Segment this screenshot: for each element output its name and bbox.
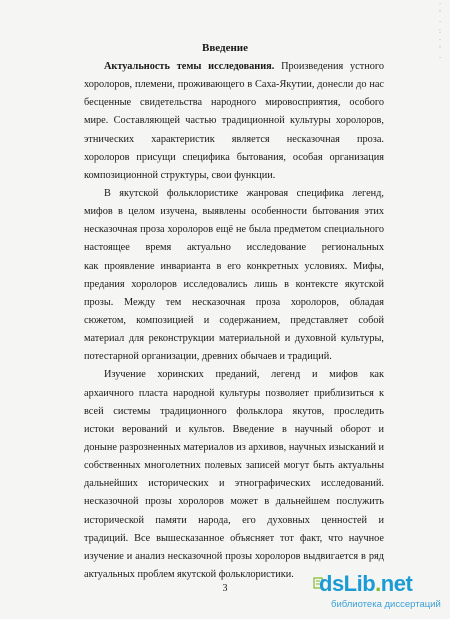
text-run: этнических характеристик является несказочная проза. — [84, 133, 384, 145]
text-line — [84, 475, 384, 493]
text-run: хоролоров присущи специфика бытования, особая организация — [84, 151, 384, 163]
text-run: собственных многолетних полевых записей могут быть актуальны — [84, 460, 384, 472]
text-run: как проявление инварианта в его конкретных условиях. Мифы, — [84, 260, 384, 272]
text-line — [84, 330, 384, 348]
scan-edge-marks: · ' · : · ' · — [438, 0, 442, 62]
logo-dot: . — [375, 571, 381, 596]
logo-tld: net — [380, 571, 413, 596]
text-run: истоки верований и культов. Введение в научный оборот и — [84, 423, 384, 435]
text-run: хоролоров, племени, проживающего в Саха-Якутии, донесли до нас — [84, 79, 384, 91]
bold-run: Актуальность темы исследования. — [104, 61, 275, 72]
text-run: дальнейших исторических и этнографических исследований. — [84, 478, 384, 490]
text-line — [84, 493, 384, 511]
text-run: доныне разрозненных материалов из архивов, научных изысканий и — [84, 441, 384, 453]
text-line — [84, 94, 384, 112]
text-line — [84, 167, 384, 185]
text-line — [84, 548, 384, 566]
text-line — [84, 203, 384, 221]
text-line — [84, 276, 384, 294]
body-text — [84, 58, 384, 584]
text-run: архаичного пласта народной культуры позволяет приблизиться к — [84, 387, 384, 399]
text-line — [84, 385, 384, 403]
watermark-logo — [319, 571, 412, 597]
text-run: настоящее время актуально исследование региональных — [84, 242, 384, 254]
text-line — [84, 258, 384, 276]
text-line — [84, 149, 384, 167]
text-line — [84, 239, 384, 257]
text-line — [84, 512, 384, 530]
dslib-watermark[interactable] — [319, 571, 447, 615]
text-run: прозы. Между тем несказочная проза хоролоров, обладая — [84, 296, 384, 308]
text-run: всей системы традиционного фольклора якутов, проследить — [84, 405, 384, 417]
text-run: потестарной организации, древних обычаев и традиций. — [84, 351, 332, 363]
text-line — [84, 348, 384, 366]
text-run: В якутской фольклористике жанровая специфика легенд, — [104, 187, 384, 199]
text-run: традиций. Все вышесказанное объясняет тот факт, что научное — [84, 532, 384, 544]
watermark-subtitle: библиотека диссертаций — [331, 599, 441, 610]
text-line — [84, 185, 384, 203]
logo-main: dsLib — [319, 571, 376, 596]
text-run: Произведения устного — [281, 61, 384, 72]
text-run: материал для реконструкции материальной и духовной культуры, — [84, 333, 384, 345]
text-run: актуальных проблем якутской фольклористики. — [84, 568, 294, 580]
text-line — [84, 439, 384, 457]
text-run: Изучение хоринских преданий, легенд и мифов как — [104, 369, 384, 381]
text-run: сюжетом, композицией и содержанием, представляет собой — [84, 314, 384, 326]
text-line — [84, 403, 384, 421]
text-run: исторической памяти народа, его духовных ценностей и — [84, 514, 384, 526]
text-run: мире. Составляющей частью традиционной культуры хоролоров, — [84, 115, 384, 127]
text-line — [84, 530, 384, 548]
text-run: мифов в целом изучена, выявлены особенности бытования этих — [84, 206, 384, 218]
text-line — [84, 294, 384, 312]
text-line — [84, 421, 384, 439]
text-line — [84, 366, 384, 384]
text-run: бесценные свидетельства народного мировосприятия, особого — [84, 97, 384, 109]
text-line — [84, 457, 384, 475]
text-run: композиционной структуры, свои функции. — [84, 169, 276, 181]
text-line — [84, 76, 384, 94]
text-run: изучение и анализ несказочной прозы хоролоров выдвигается в ряд — [84, 550, 384, 562]
text-line — [84, 221, 384, 239]
page-number: 3 — [222, 583, 228, 594]
text-run: несказочной прозы хоролоров может в дальнейшем послужить — [84, 496, 384, 508]
text-run: несказочная проза хоролоров ещё не была предметом специального — [84, 224, 384, 236]
text-line — [84, 312, 384, 330]
text-line — [84, 58, 384, 76]
text-line — [84, 131, 384, 149]
section-heading: Введение — [201, 42, 249, 54]
text-run: предания хоролоров исследовались лишь в контексте якутской — [84, 278, 384, 290]
text-line — [84, 112, 384, 130]
